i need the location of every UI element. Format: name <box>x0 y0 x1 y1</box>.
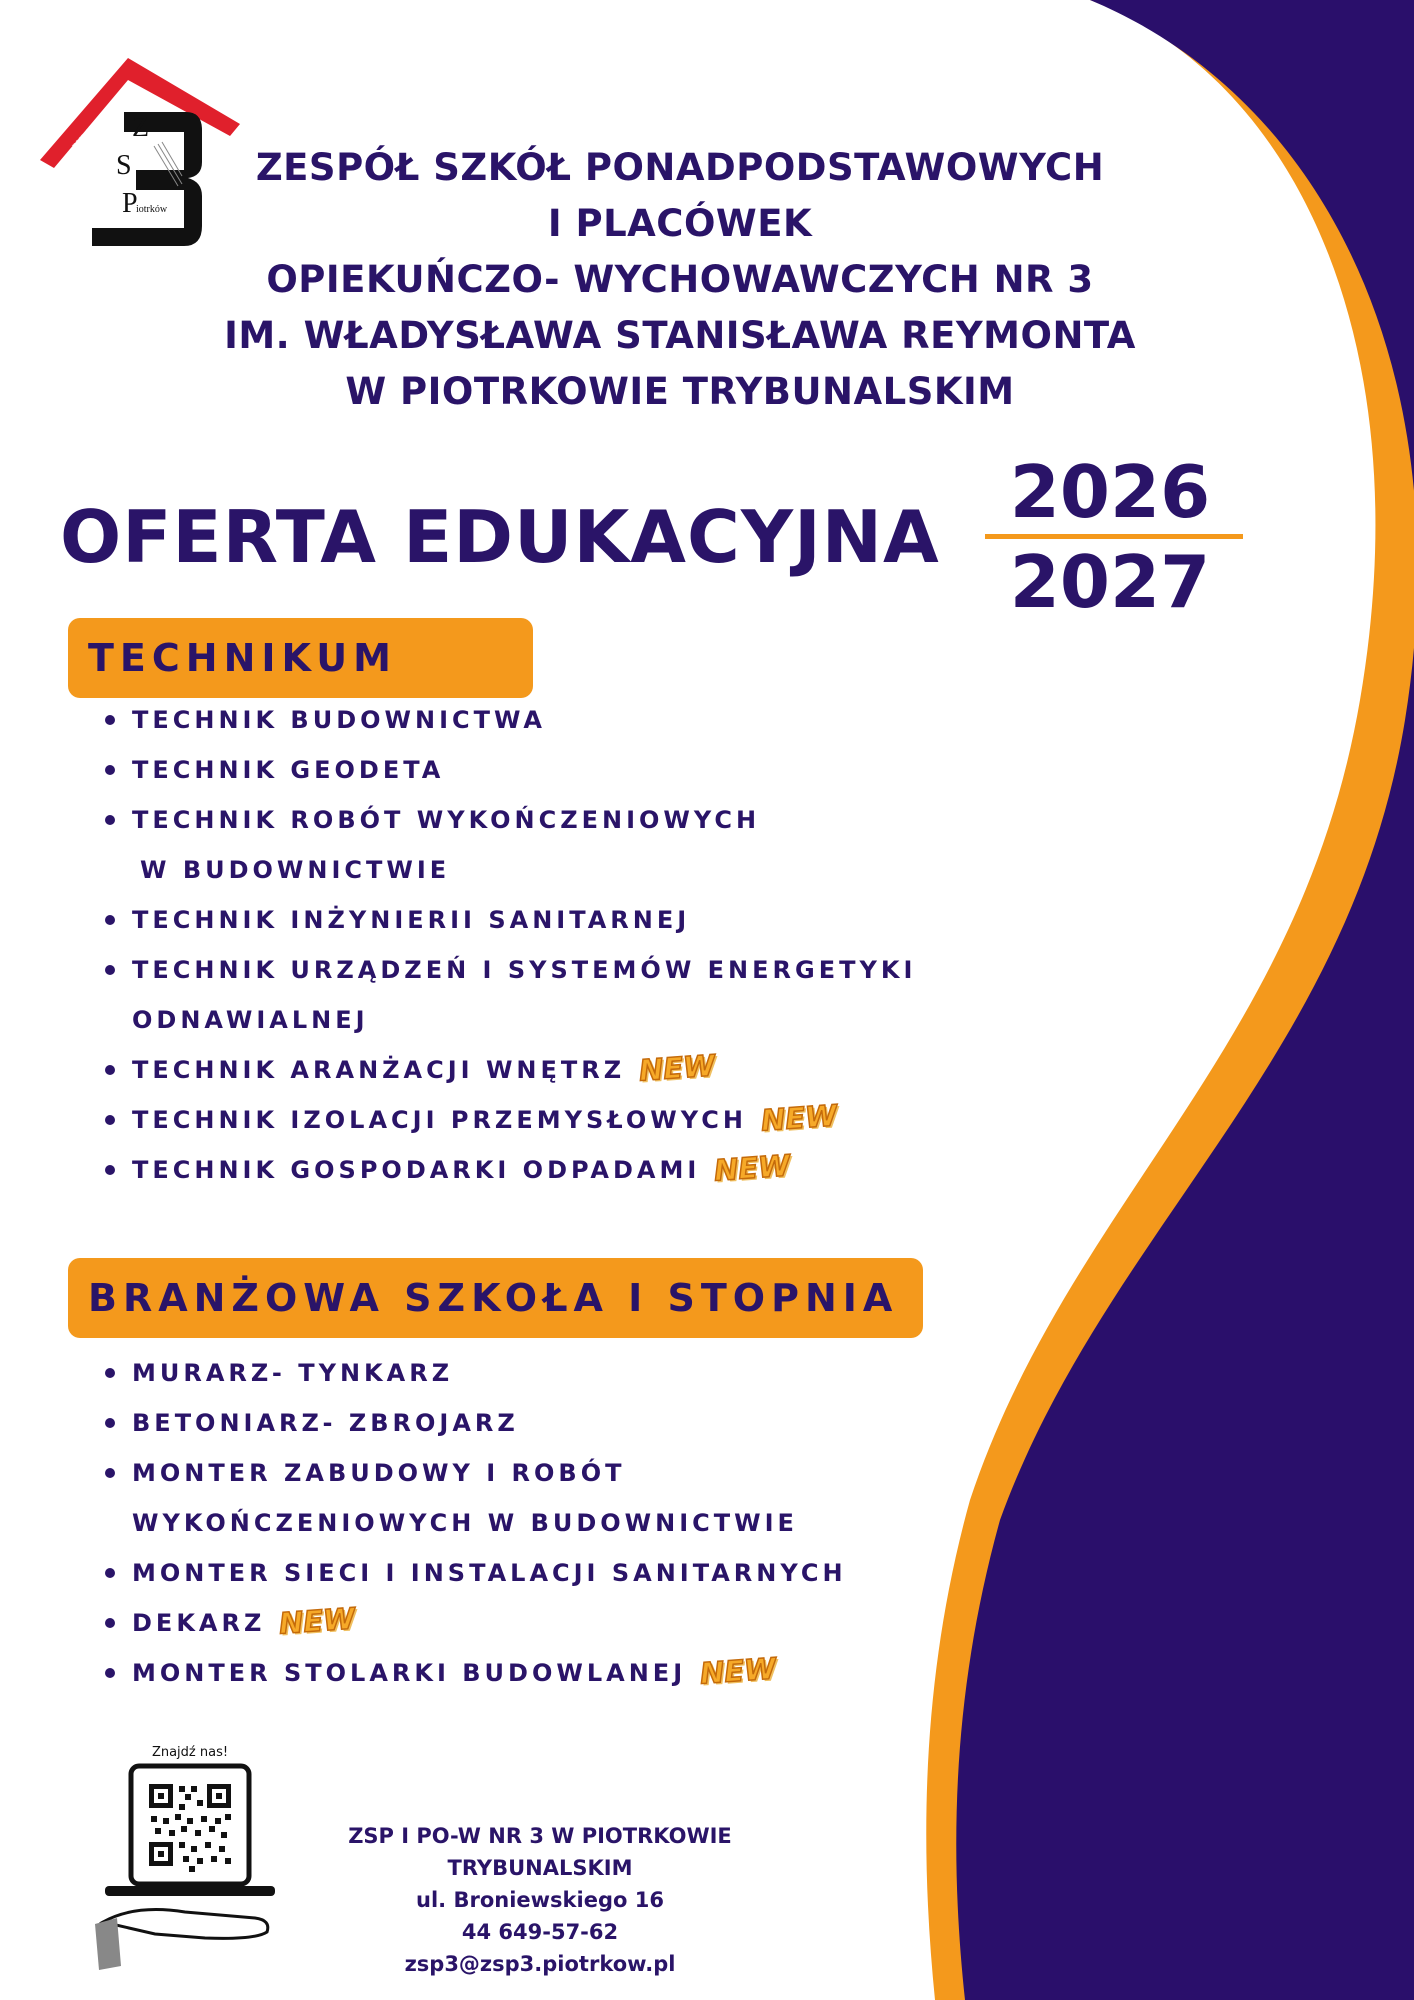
list-item-text: MONTER ZABUDOWY I ROBÓT <box>132 1459 626 1487</box>
contact-address: ul. Broniewskiego 16 <box>416 1888 664 1912</box>
header-line-1: ZESPÓŁ SZKÓŁ PONADPODSTAWOWYCH <box>255 146 1105 189</box>
new-badge: NEW <box>638 1048 717 1088</box>
bullet-icon <box>105 1668 115 1678</box>
bullet-icon <box>105 1065 115 1075</box>
list-item-text: MONTER SIECI I INSTALACJI SANITARNYCH <box>132 1559 847 1587</box>
new-badge: NEW <box>713 1148 792 1188</box>
contact-email[interactable]: zsp3@zsp3.piotrkow.pl <box>404 1952 676 1976</box>
item-label: TECHNIK IZOLACJI PRZEMYSŁOWYCH <box>132 1106 747 1134</box>
branzowa-heading: BRANŻOWA SZKOŁA I STOPNIA <box>88 1276 899 1320</box>
school-name-header <box>150 140 1210 420</box>
list-item-text: MURARZ- TYNKARZ <box>132 1359 454 1387</box>
item-label: TECHNIK GOSPODARKI ODPADAMI <box>132 1156 701 1184</box>
bullet-icon <box>105 715 115 725</box>
year-end: 2027 <box>1009 540 1211 624</box>
list-item-text: WYKOŃCZENIOWYCH W BUDOWNICTWIE <box>132 1509 798 1537</box>
bullet-icon <box>105 1618 115 1628</box>
list-item-text <box>132 1095 837 1145</box>
contact-info <box>290 1820 790 1980</box>
list-item-text: ODNAWIALNEJ <box>132 1006 369 1034</box>
new-badge: NEW <box>699 1651 778 1691</box>
list-item-text: TECHNIK INŻYNIERII SANITARNEJ <box>132 906 691 934</box>
list-item-text: W BUDOWNICTWIE <box>140 856 451 884</box>
contact-school: ZSP I PO-W NR 3 W PIOTRKOWIE TRYBUNALSKIM <box>348 1824 732 1880</box>
item-label: TECHNIK ARANŻACJI WNĘTRZ <box>132 1056 626 1084</box>
technikum-heading: TECHNIKUM <box>88 636 397 680</box>
qr-code-block[interactable] <box>95 1740 285 1990</box>
bullet-icon <box>105 915 115 925</box>
offer-title: OFERTA EDUKACYJNA <box>60 495 940 579</box>
bullet-icon <box>105 965 115 975</box>
bullet-icon <box>105 765 115 775</box>
new-badge: NEW <box>759 1098 839 1138</box>
branzowa-heading-box <box>68 1258 923 1338</box>
list-item-text <box>132 1045 715 1095</box>
header-line-4: IM. WŁADYSŁAWA STANISŁAWA REYMONTA <box>224 314 1136 357</box>
list-item-text <box>132 1648 776 1698</box>
logo-letter-p: P <box>122 188 138 219</box>
list-item-text <box>132 1145 790 1195</box>
bullet-icon <box>105 1418 115 1428</box>
bullet-icon <box>105 815 115 825</box>
bullet-icon <box>105 1568 115 1578</box>
bullet-icon <box>105 1368 115 1378</box>
header-line-3: OPIEKUŃCZO- WYCHOWAWCZYCH NR 3 <box>266 258 1094 301</box>
technikum-heading-box <box>68 618 533 698</box>
header-line-5: W PIOTRKOWIE TRYBUNALSKIM <box>345 370 1015 413</box>
item-label: DEKARZ <box>132 1609 266 1637</box>
logo-city-text: iotrków <box>136 204 168 215</box>
bullet-icon <box>105 1468 115 1478</box>
item-label: MONTER STOLARKI BUDOWLANEJ <box>132 1659 687 1687</box>
year-divider <box>985 534 1243 539</box>
list-item-text: TECHNIK BUDOWNICTWA <box>132 706 546 734</box>
logo-letter-z: Z <box>132 112 150 143</box>
qr-caption: Znajdź nas! <box>151 1745 229 1760</box>
contact-phone[interactable]: 44 649-57-62 <box>461 1920 619 1944</box>
year-start: 2026 <box>1009 450 1211 534</box>
list-item-text: TECHNIK URZĄDZEŃ I SYSTEMÓW ENERGETYKI <box>132 956 917 984</box>
logo-letter-s: S <box>116 150 132 181</box>
bullet-icon <box>105 1115 115 1125</box>
list-item-text: TECHNIK ROBÓT WYKOŃCZENIOWYCH <box>132 806 761 834</box>
new-badge: NEW <box>278 1601 357 1641</box>
list-item-text: BETONIARZ- ZBROJARZ <box>132 1409 519 1437</box>
logo-roof-text: BUDOWLANKA <box>70 95 122 152</box>
header-line-2: I PLACÓWEK <box>547 202 813 245</box>
list-item-text <box>132 1598 355 1648</box>
bullet-icon <box>105 1165 115 1175</box>
list-item-text: TECHNIK GEODETA <box>132 756 445 784</box>
qr-code-laptop-icon[interactable] <box>95 1762 285 1992</box>
